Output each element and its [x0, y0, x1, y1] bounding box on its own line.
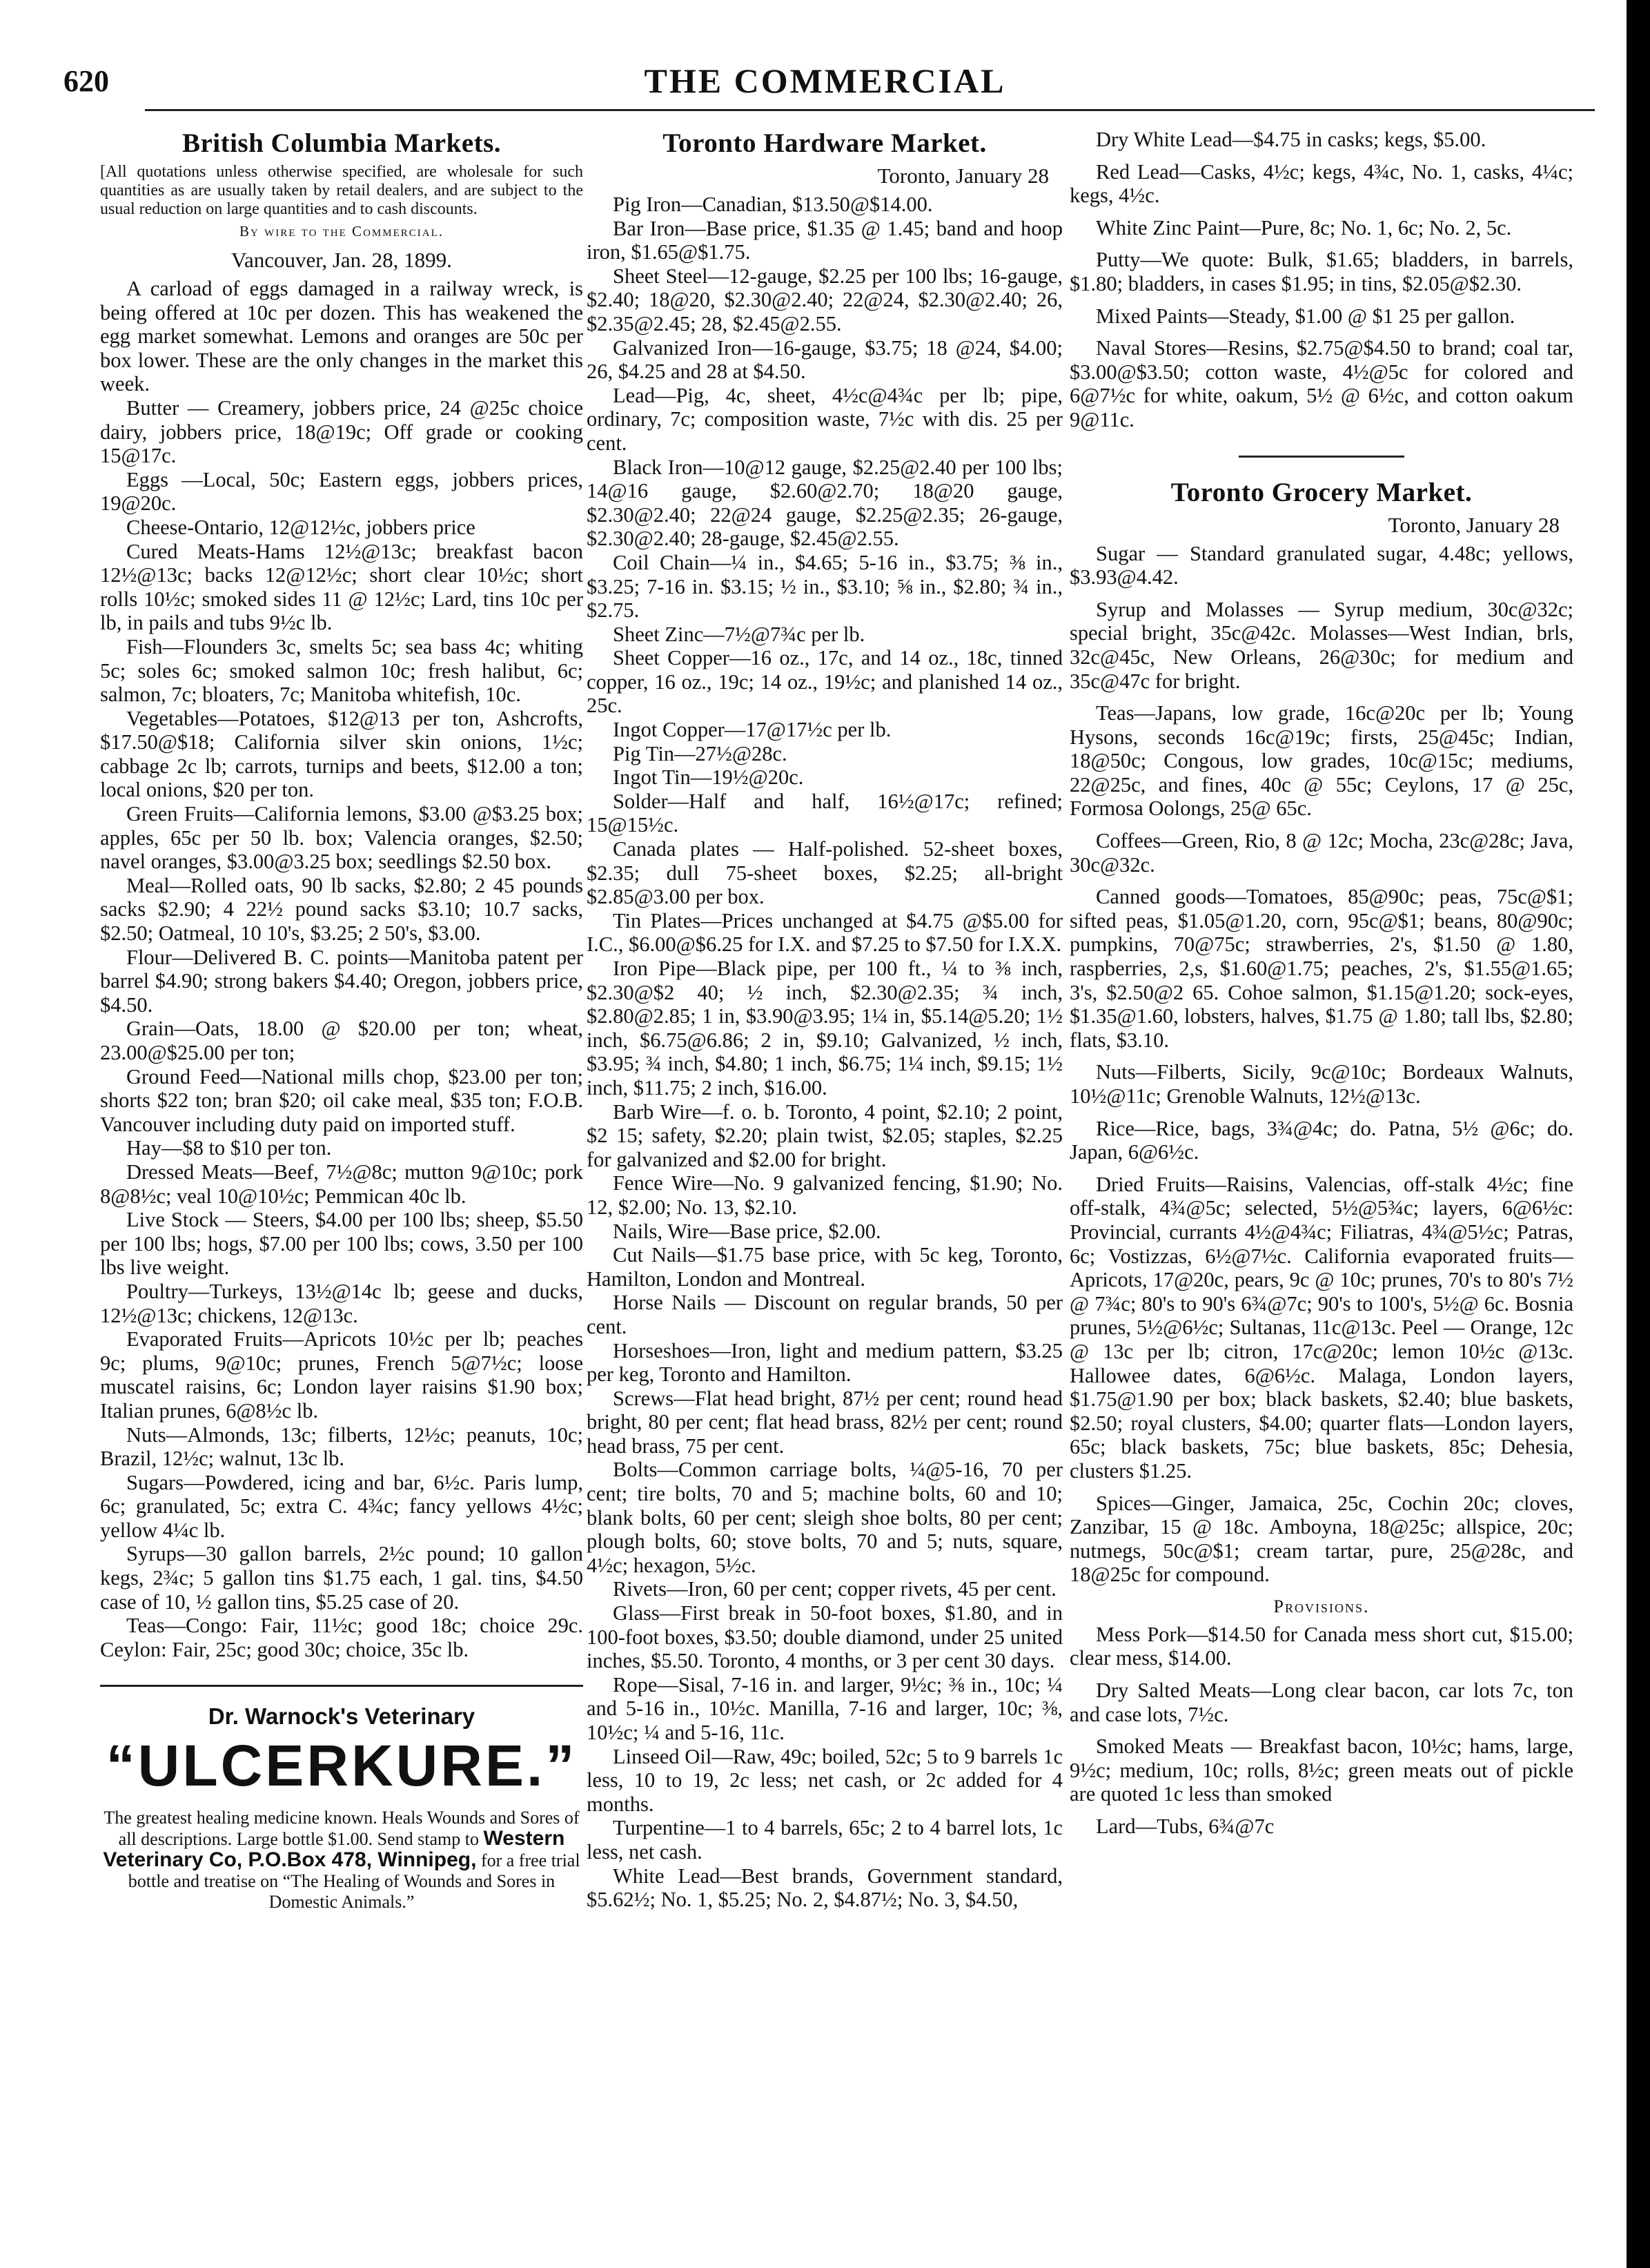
quotation-note: [All quotations unless otherwise specified, are wholesale for such quantities as are usually taken by retail dealers, and are subject to the usual reduction on large quantities and to cash discounts. — [100, 163, 583, 218]
advert-body-text-1: The greatest healing medicine known. Heals Wounds and Sores of all descriptions. Large bottle $1.00. Send stamp to — [104, 1808, 580, 1850]
market-entry: Teas—Congo: Fair, 11½c; good 18c; choice 29c. Ceylon: Fair, 25c; good 30c; choice, 35c lb. — [100, 1614, 583, 1661]
market-entry: Glass—First break in 50-foot boxes, $1.80, and in 100-foot boxes, $3.50; double diamond, under 25 united inches, $5.50. Toronto, 4 months, or 3 per cent 30 days. — [587, 1601, 1063, 1673]
section-title-bc-markets: British Columbia Markets. — [181, 128, 502, 158]
market-entry: Nuts—Almonds, 13c; filberts, 12½c; peanuts, 10c; Brazil, 12½c; walnut, 13c lb. — [100, 1423, 583, 1471]
market-entry: Coil Chain—¼ in., $4.65; 5-16 in., $3.75; ⅜ in., $3.25; 7-16 in. $3.15; ½ in., $3.10; ⅝ in., $2.80; ¾ in., $2.75. — [587, 550, 1063, 623]
market-entry: Syrups—30 gallon barrels, 2½c pound; 10 gallon kegs, 2¾c; 5 gallon tins $1.75 each, 1 gal. tins, $4.50 case of 10, ½ gallon tins, $5.25 case of 20. — [100, 1542, 583, 1614]
ulcerkure-advertisement — [100, 1703, 583, 1913]
market-entry: Lead—Pig, 4c, sheet, 4½c@4¾c per lb; pipe, ordinary, 7c; composition waste, 7½c with dis. 25 per cent. — [587, 383, 1063, 455]
market-entry: Tin Plates—Prices unchanged at $4.75 @$5.00 for I.C., $6.00@$6.25 for I.X. and $7.25 to $7.50 for I.X.X. — [587, 908, 1063, 957]
wire-credit: By wire to the Commercial. — [239, 223, 444, 239]
market-entry: Ingot Copper—17@17½c per lb. — [613, 718, 892, 742]
market-entry: Flour—Delivered B. C. points—Manitoba patent per barrel $4.90; strong bakers $4.40; Oregon, jobbers price, $4.50. — [100, 945, 583, 1017]
market-entry: Cut Nails—$1.75 base price, with 5c keg, Toronto, Hamilton, London and Montreal. — [587, 1243, 1063, 1291]
market-entry: Rice—Rice, bags, 3¾@4c; do. Patna, 5½ @6c; do. Japan, 6@6½c. — [1070, 1116, 1573, 1164]
market-entry: Turpentine—1 to 4 barrels, 65c; 2 to 4 barrel lots, 1c less, net cash. — [587, 1816, 1063, 1864]
market-entry: White Zinc Paint—Pure, 8c; No. 1, 6c; No. 2, 5c. — [1096, 215, 1512, 239]
market-entry: Fish—Flounders 3c, smelts 5c; sea bass 4c; whiting 5c; soles 6c; smoked salmon 10c; fresh halibut, 6c; salmon, 7c; bloaters, 7c; Manitoba whitefish, 10c. — [100, 634, 583, 707]
header-rule — [145, 109, 1595, 111]
market-entry: Solder—Half and half, 16½@17c; refined; 15@15½c. — [587, 789, 1063, 837]
market-entry: Nuts—Filberts, Sicily, 9c@10c; Bordeaux Walnuts, 10½@11c; Grenoble Walnuts, 12½@13c. — [1070, 1060, 1573, 1108]
market-entry: Red Lead—Casks, 4½c; kegs, 4¾c, No. 1, casks, 4¼c; kegs, 4½c. — [1070, 159, 1573, 208]
market-entry: Horse Nails — Discount on regular brands, 50 per cent. — [587, 1291, 1063, 1338]
market-entry: Dry Salted Meats—Long clear bacon, car lots 7c, ton and case lots, 7½c. — [1070, 1679, 1573, 1726]
dateline-vancouver: Vancouver, Jan. 28, 1899. — [231, 248, 452, 272]
market-entry: Evaporated Fruits—Apricots 10½c per lb; peaches 9c; plums, 9@10c; prunes, French 5@7½c; loose muscatel raisins, 6c; London layer raisins $1.90 box; Italian prunes, 6@8½c lb. — [100, 1327, 583, 1423]
section-divider — [1239, 456, 1404, 458]
market-entry: Canned goods—Tomatoes, 85@90c; peas, 75c@$1; sifted peas, $1.05@1.20, corn, 95c@$1; beans, 80@90c; pumpkins, 70@75c; strawberries, 2's, $1.50 @ 1.80, raspberries, 2,s, $1.60@1.75; peaches, 2's, $1.55@1.65; 3's, $2.50@2 65. Cohoe salmon, $1.15@1.20; sock-eyes, $1.35@1.60, lobsters, halves, $1.75 @ 1.80; tall lbs, $2.80; flats, $3.10. — [1070, 885, 1573, 1052]
market-entry: Iron Pipe—Black pipe, per 100 ft., ¼ to ⅜ inch, $2.30@$2 40; ½ inch, $2.30@2.35; ¾ inch, $2.80@2.85; 1 in, $3.90@3.95; 1¼ in, $5.14@5.20; 1½ inch, $6.75@6.86; 2 in, $9.10; Galvanized, ½ inch, $3.95; ¾ inch, $4.80; 1 inch, $6.75; 1¼ inch, $9.15; 1½ inch, $11.75; 2 inch, $16.00. — [587, 957, 1063, 1099]
market-entry: Pig Tin—27½@28c. — [613, 741, 787, 765]
market-entry: Mess Pork—$14.50 for Canada mess short cut, $15.00; clear mess, $14.00. — [1070, 1622, 1573, 1670]
market-entry: Meal—Rolled oats, 90 lb sacks, $2.80; 2 45 pounds sacks $2.90; 4 22½ pound sacks $3.10; 10.7 sacks, $2.50; Oatmeal, 10 10's, $3.25; 2 50's, $3.00. — [100, 873, 583, 946]
market-entry: Dry White Lead—$4.75 in casks; kegs, $5.00. — [1096, 128, 1486, 151]
dateline-toronto-grocery: Toronto, January 28 — [1388, 512, 1560, 537]
market-entry: Sugars—Powdered, icing and bar, 6½c. Paris lump, 6c; granulated, 5c; extra C. 4¾c; fancy yellows 4½c; yellow 4¼c lb. — [100, 1470, 583, 1542]
market-entry: Bar Iron—Base price, $1.35 @ 1.45; band and hoop iron, $1.65@$1.75. — [587, 216, 1063, 264]
grocery-market-entries — [1070, 542, 1573, 1587]
market-entry: Grain—Oats, 18.00 @ $20.00 per ton; wheat, 23.00@$25.00 per ton; — [100, 1017, 583, 1064]
market-entry: Bolts—Common carriage bolts, ¼@5-16, 70 per cent; tire bolts, 70 and 5; machine bolts, 60 and 10; blank bolts, 60 per cent; sleigh shoe bolts, 80 per cent; plough bolts, 60; stove bolts, 70 and 5; nuts, square, 4½c; hexagon, 5½c. — [587, 1458, 1063, 1577]
column-2 — [587, 128, 1063, 2240]
market-entry: Galvanized Iron—16-gauge, $3.75; 18 @24, $4.00; 26, $4.25 and 28 at $4.50. — [587, 335, 1063, 384]
section-title-hardware-market: Toronto Hardware Market. — [662, 128, 987, 158]
market-entry: Cheese-Ontario, 12@12½c, jobbers price — [126, 515, 475, 539]
page-number: 620 — [63, 64, 109, 98]
market-entry: Dressed Meats—Beef, 7½@8c; mutton 9@10c; pork 8@8½c; veal 10@10½c; Pemmican 40c lb. — [100, 1160, 583, 1208]
market-entry: Teas—Japans, low grade, 16c@20c per lb; Young Hysons, seconds 16c@19c; firsts, 25@45c; Indian, 18@50c; Congous, low grades, 10c@15c; mediums, 22@25c, and fines, 40c @ 55c; Ceylons, 17 @ 25c, Formosa Oolongs, 25@ 65c. — [1070, 701, 1573, 821]
market-entry: Pig Iron—Canadian, $13.50@$14.00. — [613, 193, 933, 216]
market-entry: Ingot Tin—19½@20c. — [613, 765, 804, 790]
advert-body — [100, 1808, 583, 1913]
advert-brand: “ULCERKURE.” — [106, 1733, 578, 1799]
page-edge-shadow — [1627, 0, 1650, 2268]
section-title-grocery-market: Toronto Grocery Market. — [1170, 477, 1473, 507]
paint-and-stores-entries — [1070, 128, 1573, 432]
market-entry: Smoked Meats — Breakfast bacon, 10½c; hams, large, 9½c; medium, 10c; rolls, 8½c; green meats out of pickle are quoted 1c less than smoked — [1070, 1734, 1573, 1806]
market-entry: Screws—Flat head bright, 87½ per cent; round head bright, 80 per cent; flat head brass, 82½ per cent; round head brass, 75 per cent. — [587, 1386, 1063, 1458]
market-entry: Vegetables—Potatoes, $12@13 per ton, Ashcrofts, $17.50@$18; California silver skin onions, 1½c; cabbage 2c lb; carrots, turnips and beets, $12.00 a ton; local onions, $20 per ton. — [100, 706, 583, 802]
market-entry: Poultry—Turkeys, 13½@14c lb; geese and ducks, 12½@13c; chickens, 12@13c. — [100, 1279, 583, 1327]
page-header — [0, 0, 1650, 117]
market-entry: Sheet Steel—12-gauge, $2.25 per 100 lbs; 16-gauge, $2.40; 18@20, $2.30@2.40; 22@24, $2.30@2.40; 26, $2.35@2.45; 28, $2.45@2.55. — [587, 264, 1063, 335]
dateline-toronto-hardware: Toronto, January 28 — [877, 164, 1049, 188]
market-entry: Sheet Zinc—7½@7¾c per lb. — [613, 622, 865, 646]
market-entry: Barb Wire—f. o. b. Toronto, 4 point, $2.10; 2 point, $2 15; safety, $2.20; plain twist, $2.05; staples, $2.25 for galvanized and $2.00 for bright. — [587, 1099, 1063, 1171]
advert-body-text-2: for a free trial bottle and treatise on “The Healing of Wounds and Sores in Domestic Animals.” — [128, 1850, 580, 1913]
market-entry: Rope—Sisal, 7-16 in. and larger, 9½c; ⅜ in., 10c; ¼ and 5-16 in., 10½c. Manilla, 7-16 and larger, 10c; ⅜, 10½c; ¼ and 5-16, 11c. — [587, 1672, 1063, 1744]
market-entry: A carload of eggs damaged in a railway wreck, is being offered at 10c per dozen. This has weakened the egg market somewhat. Lemons and oranges are 50c per box lower. These are the only changes in the market this week. — [100, 277, 583, 396]
masthead-title: THE COMMERCIAL — [644, 61, 1006, 100]
hardware-market-entries — [587, 193, 1063, 1912]
market-entry: Syrup and Molasses — Syrup medium, 30c@32c; special bright, 35c@42c. Molasses—West Indian, brls, 32c@45c, New Orleans, 26@30c; for medium and 35c@47c for bright. — [1070, 597, 1573, 693]
advert-divider — [100, 1685, 583, 1687]
market-entry: Rivets—Iron, 60 per cent; copper rivets, 45 per cent. — [613, 1577, 1057, 1601]
market-entry: Putty—We quote: Bulk, $1.65; bladders, in barrels, $1.80; bladders, in cases $1.95; in tins, $2.05@$2.30. — [1070, 248, 1573, 295]
market-entry: Live Stock — Steers, $4.00 per 100 lbs; sheep, $5.50 per 100 lbs; hogs, $7.00 per 100 lbs; cows, 3.50 per 100 lbs live weight. — [100, 1208, 583, 1280]
market-entry: Hay—$8 to $10 per ton. — [126, 1136, 332, 1160]
bc-market-entries — [100, 277, 583, 1661]
column-1 — [100, 128, 583, 2240]
market-entry: Sugar — Standard granulated sugar, 4.48c; yellows, $3.93@4.42. — [1070, 541, 1573, 589]
market-entry: Linseed Oil—Raw, 49c; boiled, 52c; 5 to 9 barrels 1c less, 10 to 19, 2c less; net cash, or 2c added for 4 months. — [587, 1744, 1063, 1816]
provisions-entries — [1070, 1623, 1573, 1839]
market-entry: Horseshoes—Iron, light and medium pattern, $3.25 per keg, Toronto and Hamilton. — [587, 1338, 1063, 1387]
market-entry: White Lead—Best brands, Government standard, $5.62½; No. 1, $5.25; No. 2, $4.87½; No. 3, $4.50, — [587, 1864, 1063, 1912]
market-entry: Cured Meats-Hams 12½@13c; breakfast bacon 12½@13c; backs 12@12½c; short clear 10½c; short rolls 10½c; smoked sides 11 @ 12½c; Lard, tins 10c per lb, in pails and tubs 9½c lb. — [100, 539, 583, 635]
market-entry: Green Fruits—California lemons, $3.00 @$3.25 box; apples, 65c per 50 lb. box; Valencia oranges, $2.50; navel oranges, $3.00@3.25 box; seedlings $2.50 box. — [100, 802, 583, 874]
market-entry: Naval Stores—Resins, $2.75@$4.50 to brand; coal tar, $3.00@$3.50; cotton waste, 4½@5c for colored and 6@7½c for white, oakum, 5½ @ 6½c, and cotton oakum 9@11c. — [1070, 336, 1573, 431]
market-entry: Coffees—Green, Rio, 8 @ 12c; Mocha, 23c@28c; Java, 30c@32c. — [1070, 829, 1573, 877]
advert-title: Dr. Warnock's Veterinary — [208, 1703, 475, 1730]
market-entry: Dried Fruits—Raisins, Valencias, off-stalk 4½c; fine off-stalk, 4¾@5c; selected, 5½@5¾c; layers, 6@6½c: Provincial, currants 4½@4¾c; Filiatras, 4¾@5½c; Patras, 6c; Vostizzas, 6½@7½c. California evaporated fruits—Apricots, 17@20c, pears, 9c @ 10c; prunes, 70's to 80's 7½ @ 7¾c; 80's to 90's 6¾@7c; 90's to 100's, 5½@ 6c. Bosnia prunes, 5½@6½c; Sultanas, 11c@13c. Peel — Orange, 12c @ 13c per lb; citron, 17c@20c; lemon 10½c @13c. Hallowee dates, 6@6½c. Malaga, London layers, $1.75@1.90 per box; black baskets, $2.40; blue baskets, $2.50; royal clusters, $4.00; quarter flats—London layers, 65c; black baskets, 75c; blue baskets, 85c; Dehesia, clusters $1.25. — [1070, 1172, 1573, 1483]
market-entry: Sheet Copper—16 oz., 17c, and 14 oz., 18c, tinned copper, 16 oz., 19c; 14 oz., 19½c; and planished 14 oz., 25c. — [587, 646, 1063, 718]
market-entry: Eggs —Local, 50c; Eastern eggs, jobbers prices, 19@20c. — [100, 467, 583, 516]
market-entry: Ground Feed—National mills chop, $23.00 per ton; shorts $22 ton; bran $20; oil cake meal, $35 ton; F.O.B. Vancouver including duty paid on imported stuff. — [100, 1064, 583, 1136]
market-entry: Mixed Paints—Steady, $1.00 @ $1 25 per gallon. — [1096, 304, 1515, 328]
market-entry: Lard—Tubs, 6¾@7c — [1096, 1815, 1275, 1839]
market-entry: Nails, Wire—Base price, $2.00. — [613, 1219, 881, 1243]
column-3 — [1070, 128, 1573, 2240]
advert-company: Western Veterinary Co, P.O.Box 478, Winnipeg, — [103, 1827, 565, 1872]
market-entry: Butter — Creamery, jobbers price, 24 @25c choice dairy, jobbers price, 18@19c; Off grade or cooking 15@17c. — [100, 395, 583, 468]
market-entry: Canada plates — Half-polished. 52-sheet boxes, $2.35; dull 75-sheet boxes, $2.25; all-bright $2.85@3.00 per box. — [587, 837, 1063, 909]
market-entry: Fence Wire—No. 9 galvanized fencing, $1.90; No. 12, $2.00; No. 13, $2.10. — [587, 1171, 1063, 1219]
market-entry: Black Iron—10@12 gauge, $2.25@2.40 per 100 lbs; 14@16 gauge, $2.60@2.70; 18@20 gauge, $2.30@2.40; 22@24 gauge, $2.25@2.35; 26-gauge, $2.30@2.40; 28-gauge, $2.45@2.55. — [587, 455, 1063, 551]
market-entry: Spices—Ginger, Jamaica, 25c, Cochin 20c; cloves, Zanzibar, 15 @ 18c. Amboyna, 18@25c; allspice, 20c; nutmegs, 50c@$1; cream tartar, pure, 25@28c, and 18@25c for compound. — [1070, 1491, 1573, 1587]
provisions-heading: Provisions. — [1273, 1596, 1370, 1616]
